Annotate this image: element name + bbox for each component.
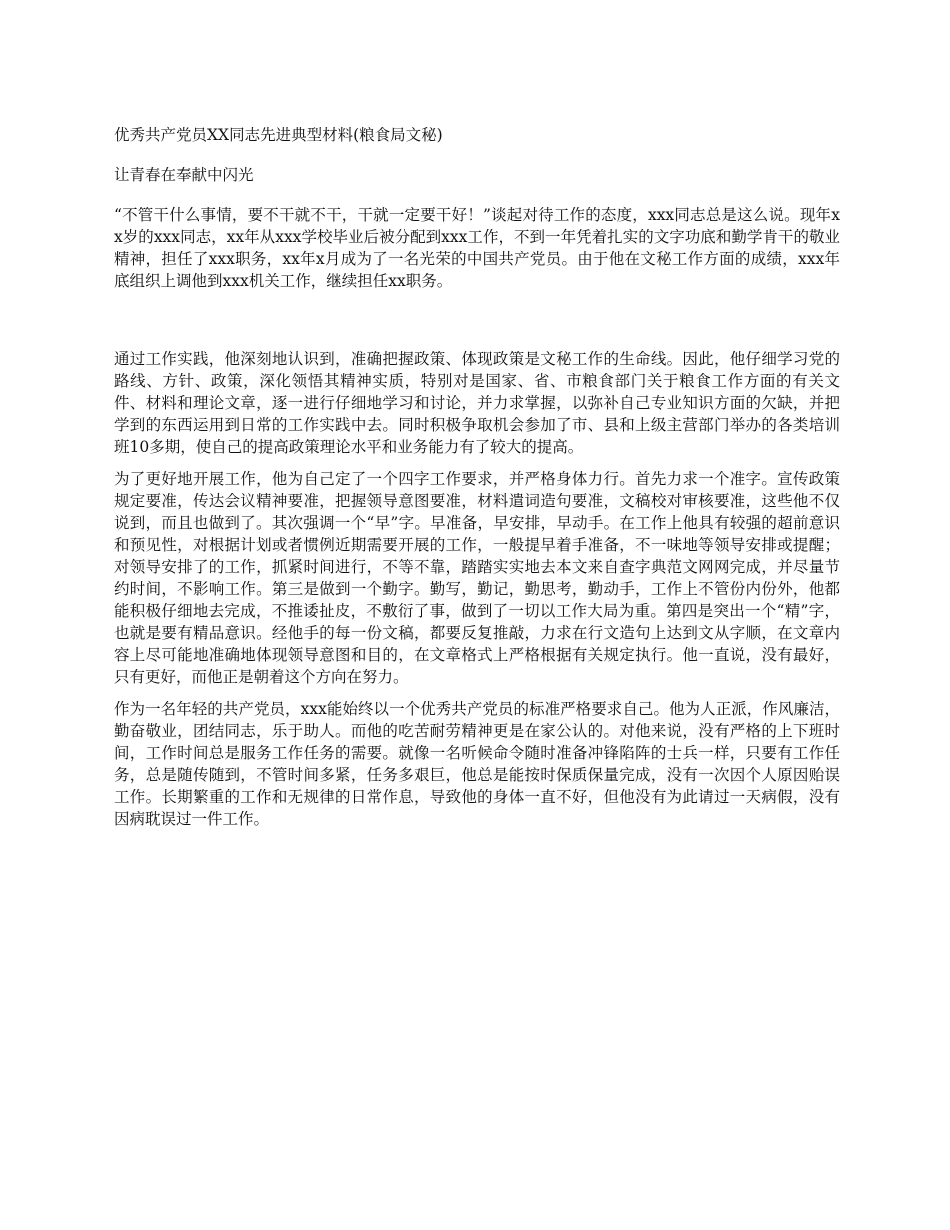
paragraph-policy-study: 通过工作实践，他深刻地认识到，准确把握政策、体现政策是文秘工作的生命线。因此，他仔细学习党的路线、方针、政策，深化领悟其精神实质，特别对是国家、省、市粮食部门关于粮食工作方面的有关文件、材料和理论文章，逐一进行仔细地学习和讨论，并力求掌握，以弥补自己专业知识方面的欠缺，并把学到的东西运用到日常的工作实践中去。同时积极争取机会参加了市、县和上级主营部门举办的各类培训班10多期，使自己的提高政策理论水平和业务能力有了较大的提高。 [114,350,840,456]
paragraph-work-requirements: 为了更好地开展工作，他为自己定了一个四字工作要求，并严格身体力行。首先力求一个准字。宣传政策规定要准，传达会议精神要准，把握领导意图要准，材料遣词造句要准，文稿校对审核要准，这些他不仅说到，而且也做到了。其次强调一个“早”字。早准备，早安排，早动手。在工作上他具有较强的超前意识和预见性，对根据计划或者惯例近期需要开展的工作，一般提早着手准备，不一味地等领导安排或提醒；对领导安排了的工作，抓紧时间进行，不等不靠，踏踏实实地去本文来自查字典范文网网完成，并尽量节约时间，不影响工作。第三是做到一个勤字。勤写，勤记，勤思考，勤动手，工作上不管份内份外，他都能积极仔细地去完成，不推诿扯皮，不敷衍了事，做到了一切以工作大局为重。第四是突出一个“精”字，也就是要有精品意识。经他手的每一份文稿，都要反复推敲，力求在行文造句上达到文从字顺，在文章内容上尽可能地准确地体现领导意图和目的，在文章格式上严格根据有关规定执行。他一直说，没有最好，只有更好，而他正是朝着这个方向在努力。 [114,470,840,686]
document-subtitle: 让青春在奉献中闪光 [114,166,254,184]
paragraph-party-member-conduct: 作为一名年轻的共产党员，xxx能始终以一个优秀共产党员的标准严格要求自己。他为人正派，作风廉洁，勤奋敬业，团结同志，乐于助人。而他的吃苦耐劳精神更是在家公认的。对他来说，没有严格的上下班时间，工作时间总是服务工作任务的需要。就像一名听候命令随时准备冲锋陷阵的士兵一样，只要有工作任务，总是随传随到，不管时间多紧，任务多艰巨，他总是能按时保质保量完成，没有一次因个人原因贻误工作。长期繁重的工作和无规律的日常作息，导致他的身体一直不好，但他没有为此请过一天病假，没有因病耽误过一件工作。 [114,700,840,828]
paragraph-spacer [114,302,840,348]
paragraph-intro: “不管干什么事情，要不干就不干，干就一定要干好！”谈起对待工作的态度，xxx同志总是这么说。现年xx岁的xxx同志，xx年从xxx学校毕业后被分配到xxx工作，不到一年凭着扎实的文字功底和勤学肯干的敬业精神，担任了xxx职务，xx年x月成为了一名光荣的中国共产党员。由于他在文秘工作方面的成绩，xxx年底组织上调他到xxx机关工作，继续担任xx职务。 [114,206,840,290]
document-title: 优秀共产党员XX同志先进典型材料(粮食局文秘) [114,126,443,144]
